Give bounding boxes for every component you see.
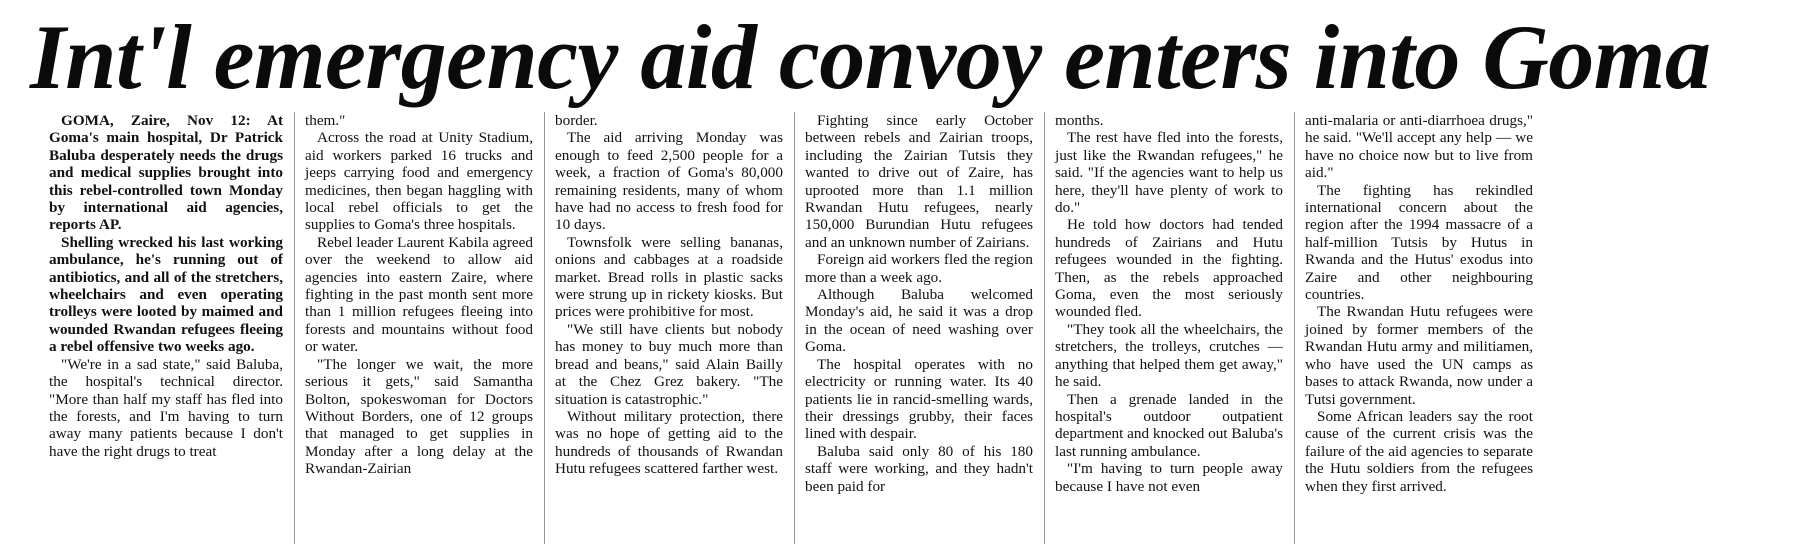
column-3 — [544, 112, 794, 544]
paragraph: "We still have clients but nobody has money to buy much more than bread and beans," said Alain Bailly at the Chez Grez bakery. "The situation is catastrophic." — [555, 320, 783, 408]
article-body — [44, 112, 1800, 544]
paragraph: Foreign aid workers fled the region more than a week ago. — [805, 251, 1033, 286]
column-1 — [44, 112, 294, 544]
paragraph: He told how doctors had tended hundreds of Zairians and Hutu refugees wounded in the fighting. Then, as the rebels approached Goma, even the most seriously wounded fled. — [1055, 216, 1283, 321]
headline: Int'l emergency aid convoy enters into Goma — [30, 6, 1711, 108]
paragraph: Some African leaders say the root cause of the current crisis was the failure of the aid agencies to separate the Hutu soldiers from the refugees when they first arrived. — [1305, 407, 1533, 495]
paragraph: them." — [305, 112, 346, 129]
column-2 — [294, 112, 544, 544]
paragraph: Rebel leader Laurent Kabila agreed over the weekend to allow aid agencies into eastern Zaire, where fighting in the past month sent more than 1 million refugees fleeing into forests and mountains without food or water. — [305, 233, 533, 356]
paragraph: The fighting has rekindled international concern about the region after the 1994 massacre of a half-million Tutsis by Hutus in Rwanda and the Hutus' exodus into Zaire and other neighbouring countries. — [1305, 181, 1533, 304]
paragraph: Fighting since early October between rebels and Zairian troops, including the Zairian Tutsis they wanted to drive out of Zaire, has uprooted more than 1.1 million Rwandan Hutu refugees, nearly 150,000 Burundian Hutu refugees and an unknown number of Zairians. — [805, 112, 1033, 251]
paragraph: "The longer we wait, the more serious it gets," said Samantha Bolton, spokeswoman for Doctors Without Borders, one of 12 groups that managed to get supplies in Monday after a long delay at the Rwandan-Zairian — [305, 355, 533, 478]
paragraph: The rest have fled into the forests, just like the Rwandan refugees," he said. "If the agencies want to help us here, they'll have plenty of work to do." — [1055, 129, 1283, 217]
paragraph: Without military protection, there was no hope of getting aid to the hundreds of thousands of Rwandan Hutu refugees scattered farther west. — [555, 407, 783, 478]
paragraph: Across the road at Unity Stadium, aid workers parked 16 trucks and jeeps carrying food and emergency medicines, then began haggling with local rebel officials to get the supplies to Goma's three hospitals. — [305, 129, 533, 234]
paragraph: The Rwandan Hutu refugees were joined by former members of the Rwandan Hutu army and militiamen, who have used the UN camps as bases to attack Rwanda, now under a Tutsi government. — [1305, 303, 1533, 408]
paragraph: The aid arriving Monday was enough to feed 2,500 people for a week, a fraction of Goma's 80,000 remaining residents, many of whom have had no access to fresh food for 10 days. — [555, 129, 783, 234]
paragraph: months. — [1055, 112, 1104, 129]
paragraph: anti-malaria or anti-diarrhoea drugs," he said. "We'll accept any help — we have no choice now but to live from aid." — [1305, 112, 1533, 182]
paragraph: Townsfolk were selling bananas, onions and cabbages at a roadside market. Bread rolls in plastic sacks were strung up in rickety kiosks. But prices were prohibitive for most. — [555, 233, 783, 321]
paragraph: "We're in a sad state," said Baluba, the hospital's technical director. "More than half my staff has fled into the forests, and I'm having to turn away many patients because I don't have the right drugs to treat — [49, 355, 283, 460]
paragraph: GOMA, Zaire, Nov 12: At Goma's main hospital, Dr Patrick Baluba desperately needs the drugs and medical supplies brought into this rebel-controlled town Monday by international aid agencies, reports AP. — [49, 112, 283, 234]
column-6 — [1294, 112, 1544, 544]
paragraph: Baluba said only 80 of his 180 staff were working, and they hadn't been paid for — [805, 442, 1033, 495]
paragraph: Shelling wrecked his last working ambulance, he's running out of antibiotics, and all of the stretchers, wheelchairs and even operating trolleys were looted by maimed and wounded Rwandan refugees fleeing a rebel offensive two weeks ago. — [49, 233, 283, 356]
paragraph: "They took all the wheelchairs, the stretchers, the trolleys, crutches — anything that helped them get away," he said. — [1055, 320, 1283, 391]
column-4 — [794, 112, 1044, 544]
paragraph: border. — [555, 112, 598, 129]
column-5 — [1044, 112, 1294, 544]
paragraph: Then a grenade landed in the hospital's outdoor outpatient department and knocked out Baluba's last running ambulance. — [1055, 390, 1283, 460]
paragraph: The hospital operates with no electricity or running water. Its 40 patients lie in rancid-smelling wards, their dressings grubby, their faces lined with despair. — [805, 355, 1033, 443]
paragraph: Although Baluba welcomed Monday's aid, he said it was a drop in the ocean of need washing over Goma. — [805, 286, 1033, 356]
paragraph: "I'm having to turn people away because I have not even — [1055, 460, 1283, 495]
